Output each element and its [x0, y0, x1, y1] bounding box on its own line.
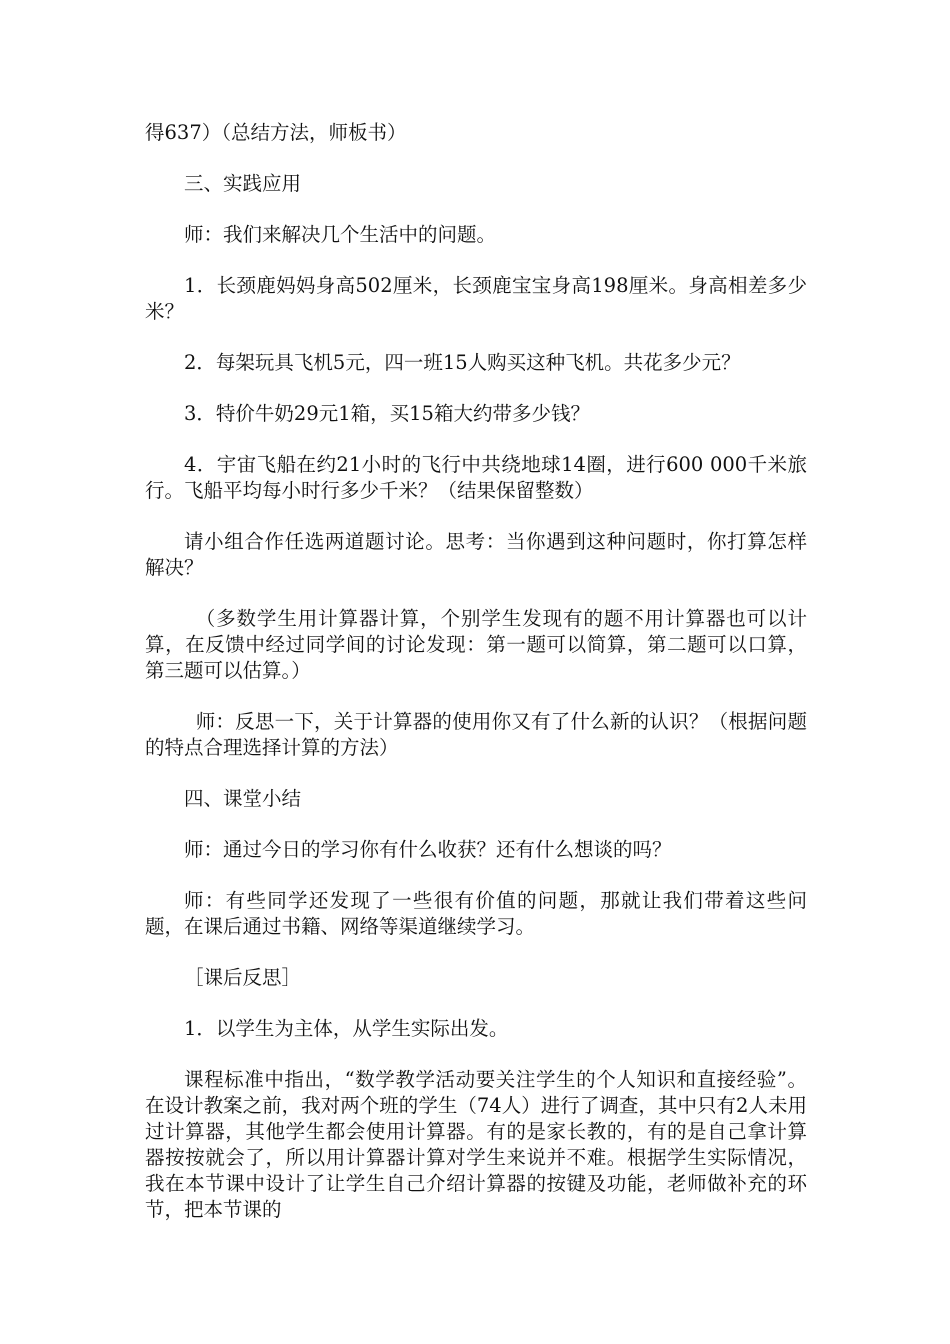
problem-4: 4．宇宙飞船在约21小时的飞行中共绕地球14圈，进行600 000千米旅行。飞船平均每小时行多少千米？（结果保留整数） [145, 453, 807, 502]
paragraph-teacher-intro: 师：我们来解决几个生活中的问题。 [184, 223, 497, 246]
heading-after-class-reflection: ［课后反思］ [184, 966, 302, 989]
document-body [145, 120, 807, 1248]
heading-practice-application: 三、实践应用 [184, 172, 302, 195]
paragraph-group-discussion: 请小组合作任选两道题讨论。思考：当你遇到这种问题时，你打算怎样解决？ [145, 530, 807, 579]
problem-2: 2．每架玩具飞机5元，四一班15人购买这种飞机。共花多少元？ [184, 351, 741, 374]
paragraph-student-feedback: （多数学生用计算器计算，个别学生发现有的题不用计算器也可以计算，在反馈中经过同学间的讨论发现：第一题可以简算，第二题可以口算，第三题可以估算。） [145, 607, 807, 682]
problem-1: 1．长颈鹿妈妈身高502厘米，长颈鹿宝宝身高198厘米。身高相差多少米？ [145, 274, 807, 323]
reflection-point-1: 1．以学生为主体，从学生实际出发。 [184, 1017, 509, 1040]
paragraph-teacher-question: 师：通过今日的学习你有什么收获？还有什么想谈的吗？ [184, 838, 672, 861]
paragraph-method-summary: 得637）（总结方法，师板书） [145, 121, 407, 144]
paragraph-teacher-closing: 师：有些同学还发现了一些很有价值的问题，那就让我们带着这些问题，在课后通过书籍、网络等渠道继续学习。 [145, 889, 807, 938]
problem-3: 3．特价牛奶29元1箱，买15箱大约带多少钱？ [184, 402, 590, 425]
heading-class-summary: 四、课堂小结 [184, 787, 302, 810]
paragraph-curriculum-standard: 课程标准中指出，“数学教学活动要关注学生的个人知识和直接经验”。在设计教案之前，我对两个班的学生（74人）进行了调查，其中只有2人未用过计算器，其他学生都会使用计算器。有的是家长教的，有的是自己拿计算器按按就会了，所以用计算器计算对学生来说并不难。根据学生实际情况，我在本节课中设计了让学生自己介绍计算器的按键及功能，老师做补充的环节，把本节课的 [145, 1068, 807, 1221]
paragraph-teacher-reflection: 师：反思一下，关于计算器的使用你又有了什么新的认识？（根据问题的特点合理选择计算的方法） [145, 710, 807, 759]
